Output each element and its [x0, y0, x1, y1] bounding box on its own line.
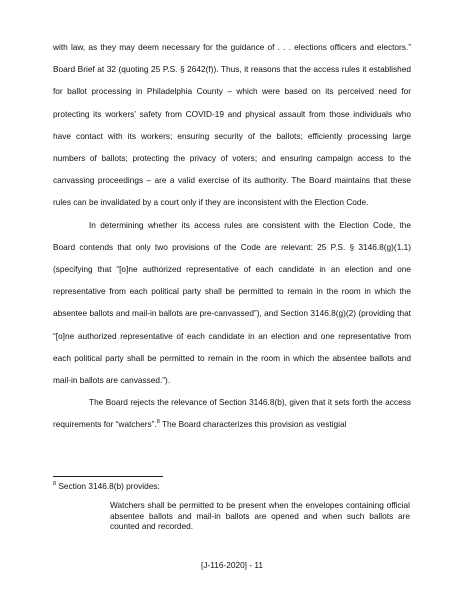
paragraph-3 — [53, 391, 411, 435]
footnote-marker: 8 — [53, 481, 57, 488]
footnote-divider — [53, 476, 163, 477]
body-text — [53, 36, 411, 436]
footnote-reference[interactable]: 8 — [156, 419, 160, 426]
page-number: [J-116-2020] - 11 — [201, 560, 263, 570]
footnote-block-quote: Watchers shall be permitted to be present when the envelopes containing official absentee ballots and mail-in ballots are opened and when such ballots are counted and recorded. — [110, 500, 410, 531]
footnote-text: Section 3146.8(b) provides: — [56, 481, 160, 491]
paragraph-3-text-continued: The Board characterizes this provision as vestigial — [159, 419, 347, 430]
footnote — [53, 481, 411, 492]
paragraph-2: In determining whether its access rules are consistent with the Election Code, the Board contends that only two provisions of the Code are relevant: 25 P.S. § 3146.8(g)(1.1) (specifying that “[o]ne authorized representative of each candidate in an election and one representative from each political party shall be permitted to remain in the room in which the absentee ballots and mail-in ballots are pre-canvassed”), and Section 3146.8(g)(2) (providing that “[o]ne authorized representative of each candidate in an election and one representative from each political party shall be permitted to remain in the room in which the absentee ballots and mail-in ballots are canvassed.”). — [53, 219, 411, 386]
paragraph-3-text: The Board rejects the relevance of Section 3146.8(b), given that it sets forth the access requirements for “watchers”. — [53, 397, 411, 430]
paragraph-1: with law, as they may deem necessary for the guidance of . . . elections officers and electors.” Board Brief at 32 (quoting 25 P.S. § 2642(f)). Thus, it reasons that the access rules it established for ballot processing in Philadelphia County – which were based on its perceived need for protecting its workers’ safety from COVID-19 and physical assault from those individuals who have contact with its workers; ensuring security of the ballots; efficiently processing large numbers of ballots; protecting the privacy of voters; and ensuring campaign access to the canvassing proceedings – are a valid exercise of its authority. The Board maintains that these rules can be invalidated by a court only if they are inconsistent with the Election Code. — [53, 42, 411, 208]
